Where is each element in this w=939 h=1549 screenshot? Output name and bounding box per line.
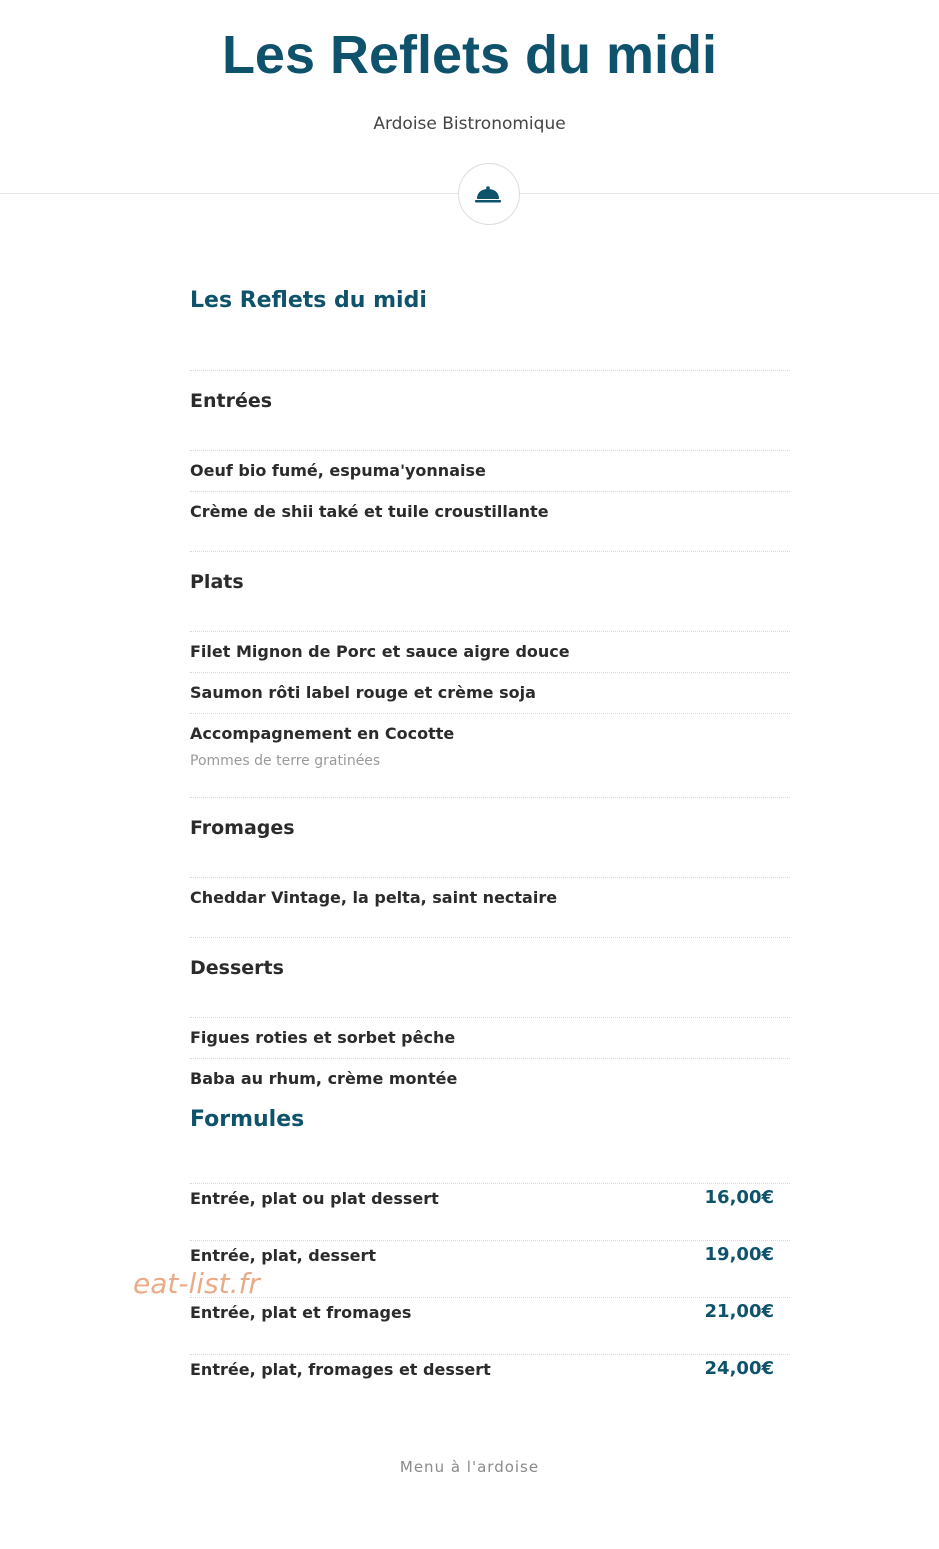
menu-section-plats xyxy=(190,551,790,797)
watermark: eat-list.fr xyxy=(133,1267,260,1300)
menu-item xyxy=(190,713,790,797)
formula-price: 21,00€ xyxy=(704,1301,774,1322)
formula-name: Entrée, plat, dessert xyxy=(190,1246,376,1265)
menu-title: Les Reflets du midi xyxy=(190,288,427,313)
menu-item-description: Pommes de terre gratinées xyxy=(190,753,381,769)
formula-row xyxy=(190,1297,790,1354)
formula-row xyxy=(190,1183,790,1240)
menu-item-name: Filet Mignon de Porc et sauce aigre douce xyxy=(190,642,570,661)
menu-item-name: Crème de shii také et tuile croustillante xyxy=(190,502,549,521)
menu-item-name: Cheddar Vintage, la pelta, saint nectaire xyxy=(190,888,558,907)
divider-badge xyxy=(458,163,520,225)
formules-list xyxy=(190,1183,790,1411)
menu-item-name: Accompagnement en Cocotte xyxy=(190,724,455,743)
menu-item xyxy=(190,1058,790,1092)
formula-name: Entrée, plat, fromages et dessert xyxy=(190,1360,491,1379)
menu-item xyxy=(190,631,790,672)
menu-item-name: Baba au rhum, crème montée xyxy=(190,1069,458,1088)
menu-item xyxy=(190,491,790,551)
section-title: Entrées xyxy=(190,370,790,450)
section-title: Fromages xyxy=(190,797,790,877)
page-subtitle: Ardoise Bistronomique xyxy=(373,114,566,134)
formula-name: Entrée, plat et fromages xyxy=(190,1303,412,1322)
cloche-icon xyxy=(474,181,502,205)
formula-row xyxy=(190,1354,790,1411)
menu-item-name: Figues roties et sorbet pêche xyxy=(190,1028,456,1047)
formula-name: Entrée, plat ou plat dessert xyxy=(190,1189,439,1208)
formula-row xyxy=(190,1240,790,1297)
menu-item xyxy=(190,1017,790,1058)
menu-item xyxy=(190,672,790,713)
section-title: Plats xyxy=(190,551,790,631)
footer-text: Menu à l'ardoise xyxy=(399,1458,540,1476)
formules-title: Formules xyxy=(190,1107,305,1132)
formula-price: 24,00€ xyxy=(704,1358,774,1379)
formula-price: 16,00€ xyxy=(704,1187,774,1208)
menu-item-name: Oeuf bio fumé, espuma'yonnaise xyxy=(190,461,486,480)
menu-item xyxy=(190,450,790,491)
menu-item-name: Saumon rôti label rouge et crème soja xyxy=(190,683,536,702)
section-title: Desserts xyxy=(190,937,790,1017)
menu-section-entrees xyxy=(190,370,790,551)
page-title: Les Reflets du midi xyxy=(221,25,718,85)
menu-section-desserts xyxy=(190,937,790,1092)
menu-content xyxy=(190,280,790,1411)
menu-section-fromages xyxy=(190,797,790,937)
menu-item xyxy=(190,877,790,937)
formula-price: 19,00€ xyxy=(704,1244,774,1265)
